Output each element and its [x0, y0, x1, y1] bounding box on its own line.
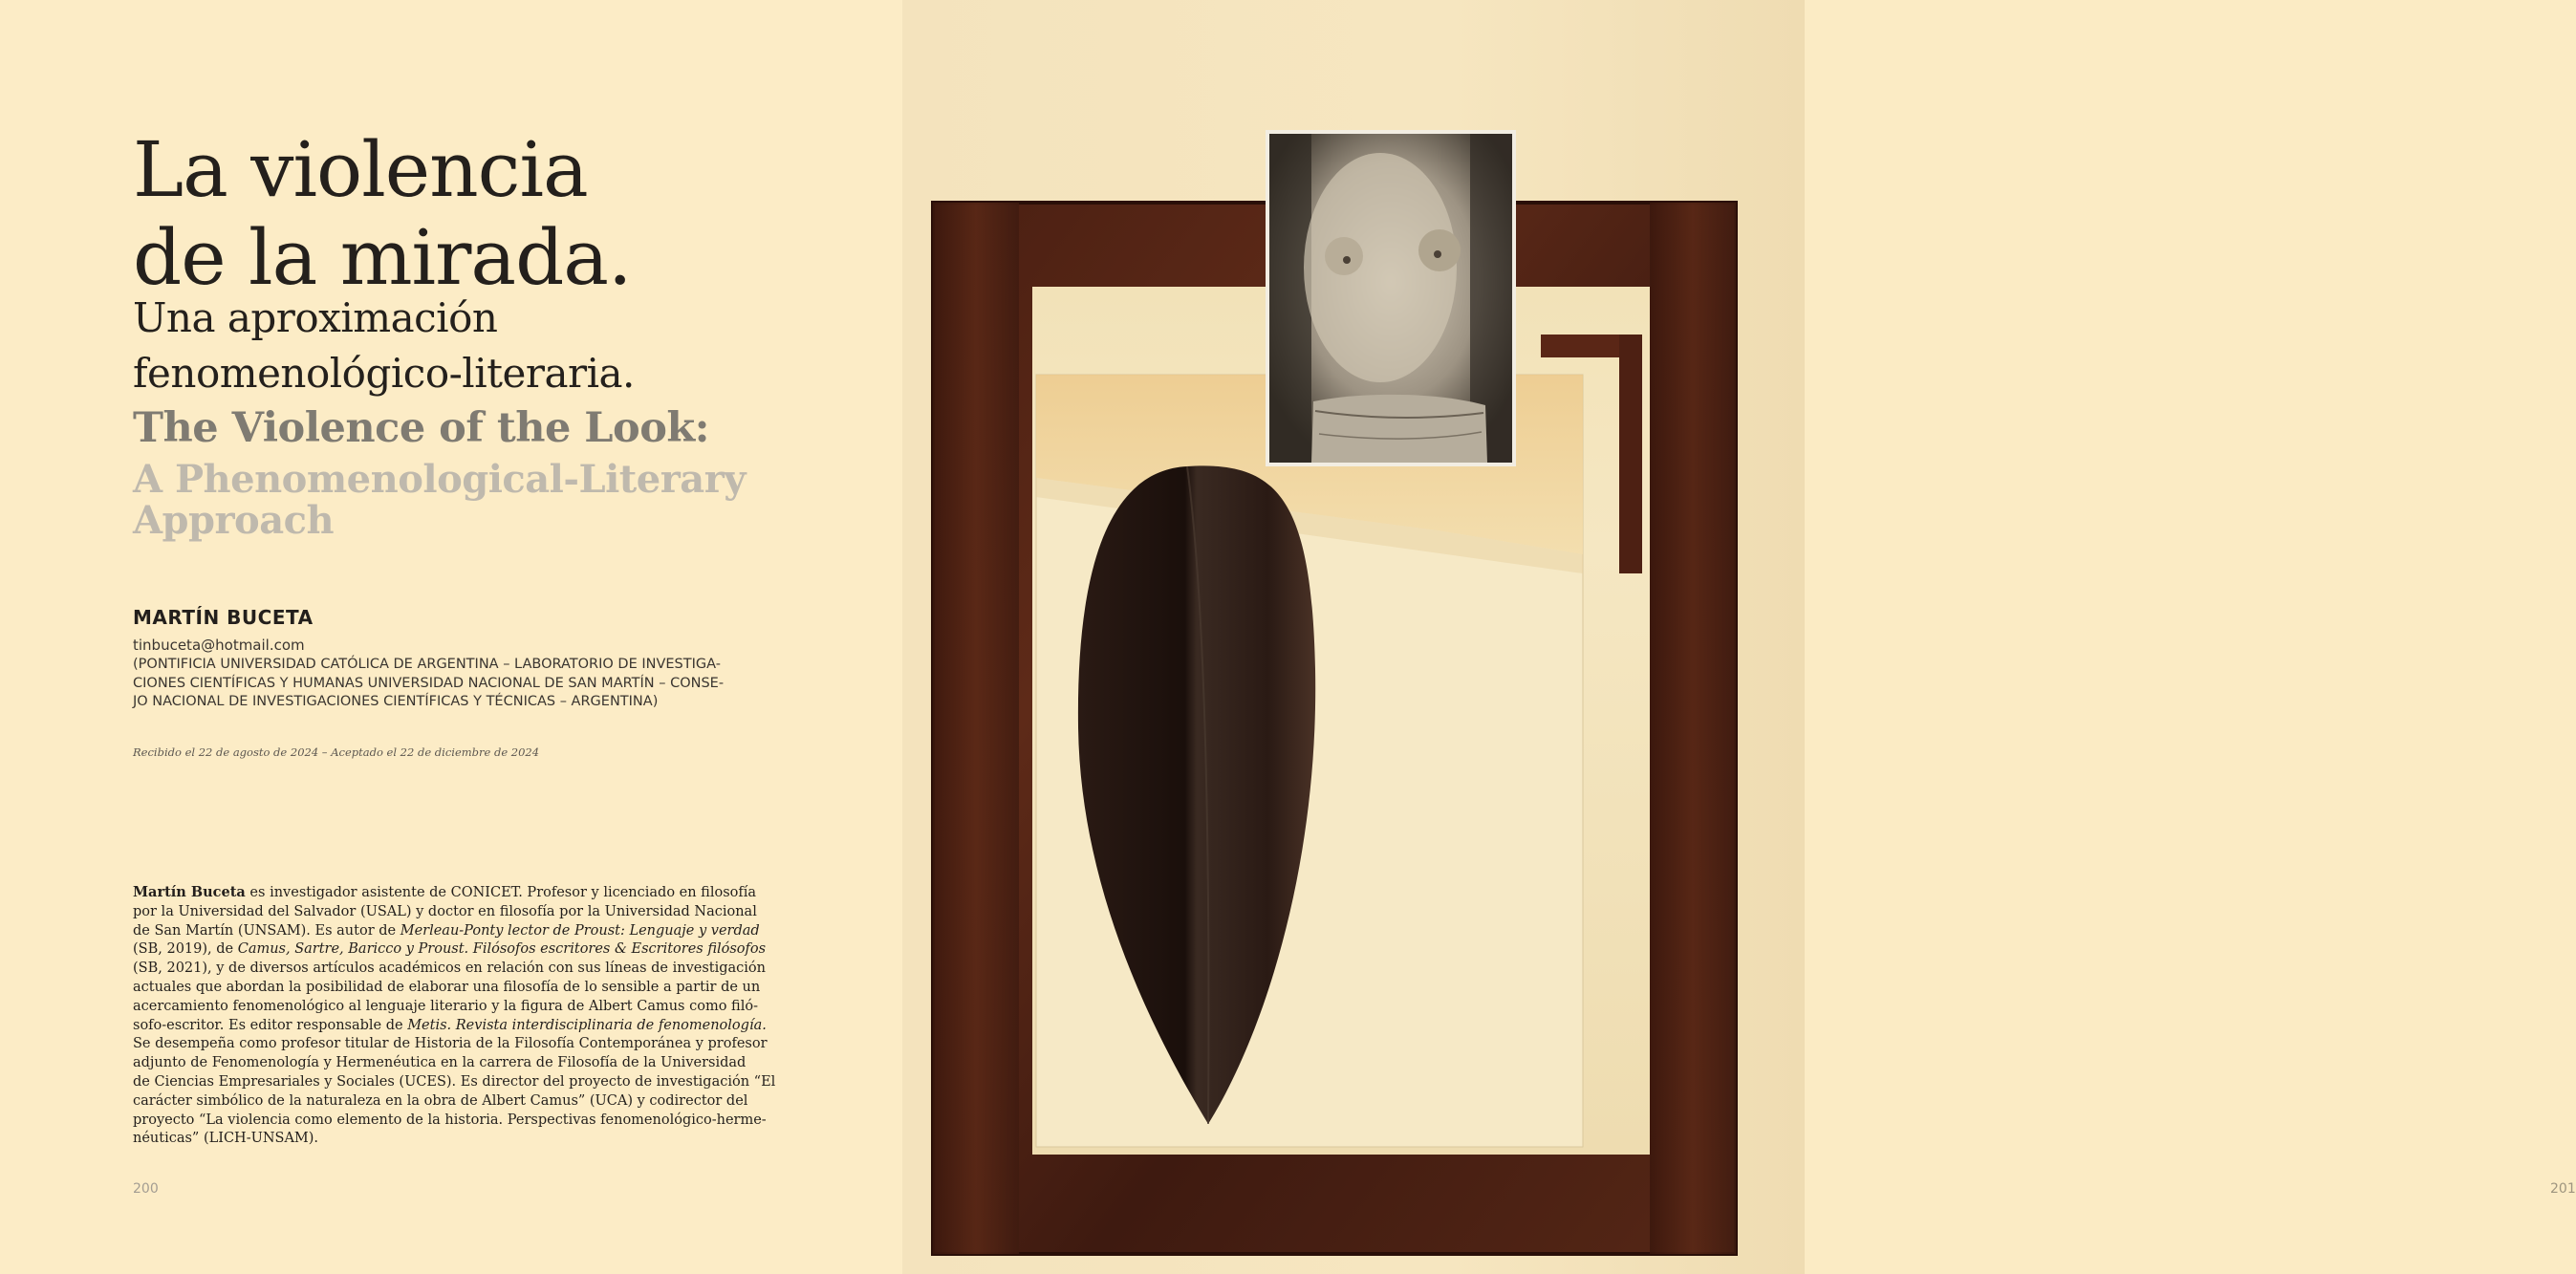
author-name: MARTÍN BUCETA — [133, 606, 314, 629]
author-email[interactable]: tinbuceta@hotmail.com — [133, 637, 305, 654]
torso-photograph — [1266, 130, 1516, 466]
author-affiliation: (PONTIFICIA UNIVERSIDAD CATÓLICA DE ARGENTINA – LABORATORIO DE INVESTIGA- CIONES CIENTÍFICAS Y HUMANAS UNIVERSIDAD NACIONAL DE SAN MARTÍN – CONSE- JO NACIONAL DE INVESTIGACIONES CIENTÍFICAS Y TÉCNICAS – ARGENTINA) — [133, 657, 725, 709]
left-page — [0, 0, 902, 1274]
page-number-left: 200 — [133, 1181, 159, 1197]
article-title-spanish: La violencia de la mirada. — [133, 125, 632, 302]
article-subtitle-english: A Phenomenological-Literary Approach — [133, 457, 747, 543]
collage-artwork — [902, 0, 1805, 1274]
article-subtitle-spanish: Una aproximación fenomenológico-literaria. — [133, 294, 635, 397]
received-accepted-dates: Recibido el 22 de agosto de 2024 – Aceptado el 22 de diciembre de 2024 — [133, 745, 540, 759]
page-number-right: 201 — [2550, 1181, 2576, 1197]
author-biography: Martín Buceta es investigador asistente de CONICET. Profesor y licenciado en filosofía por la Universidad del Salvador (USAL) y doctor en filosofía por la Universidad Nacional de San Martín (UNSAM). Es autor de Merleau-Ponty lector de Proust: Lenguaje y verdad (SB, 2019), de Camus, Sartre, Baricco y Proust. Filósofos escritores & Escritores filósofos (SB, 2021), y de diversos artículos académicos en relación con sus líneas de investigación actuales que abordan la posibilidad de elaborar una filosofía de lo sensible a partir de un acercamiento fenomenológico al lenguaje literario y la figura de Albert Camus como filó- sofo-escritor. Es editor responsable de Metis. Revista interdisciplinaria de fenomenología. Se desempeña como profesor titular de Historia de la Filosofía Contemporánea y profesor adjunto de Fenomenología y Hermenéutica en la carrera de Filosofía de la Universidad de Ciencias Empresariales y Sociales (UCES). Es director del proyecto de investigación “El carácter simbólico de la naturaleza en la obra de Albert Camus” (UCA) y codirector del proyecto “La violencia como elemento de la historia. Perspectivas fenomenológico-herme- néuticas” (LICH-UNSAM). — [133, 884, 776, 1147]
article-title-english: The Violence of the Look: — [133, 404, 710, 452]
right-page-collage — [902, 0, 2576, 1274]
